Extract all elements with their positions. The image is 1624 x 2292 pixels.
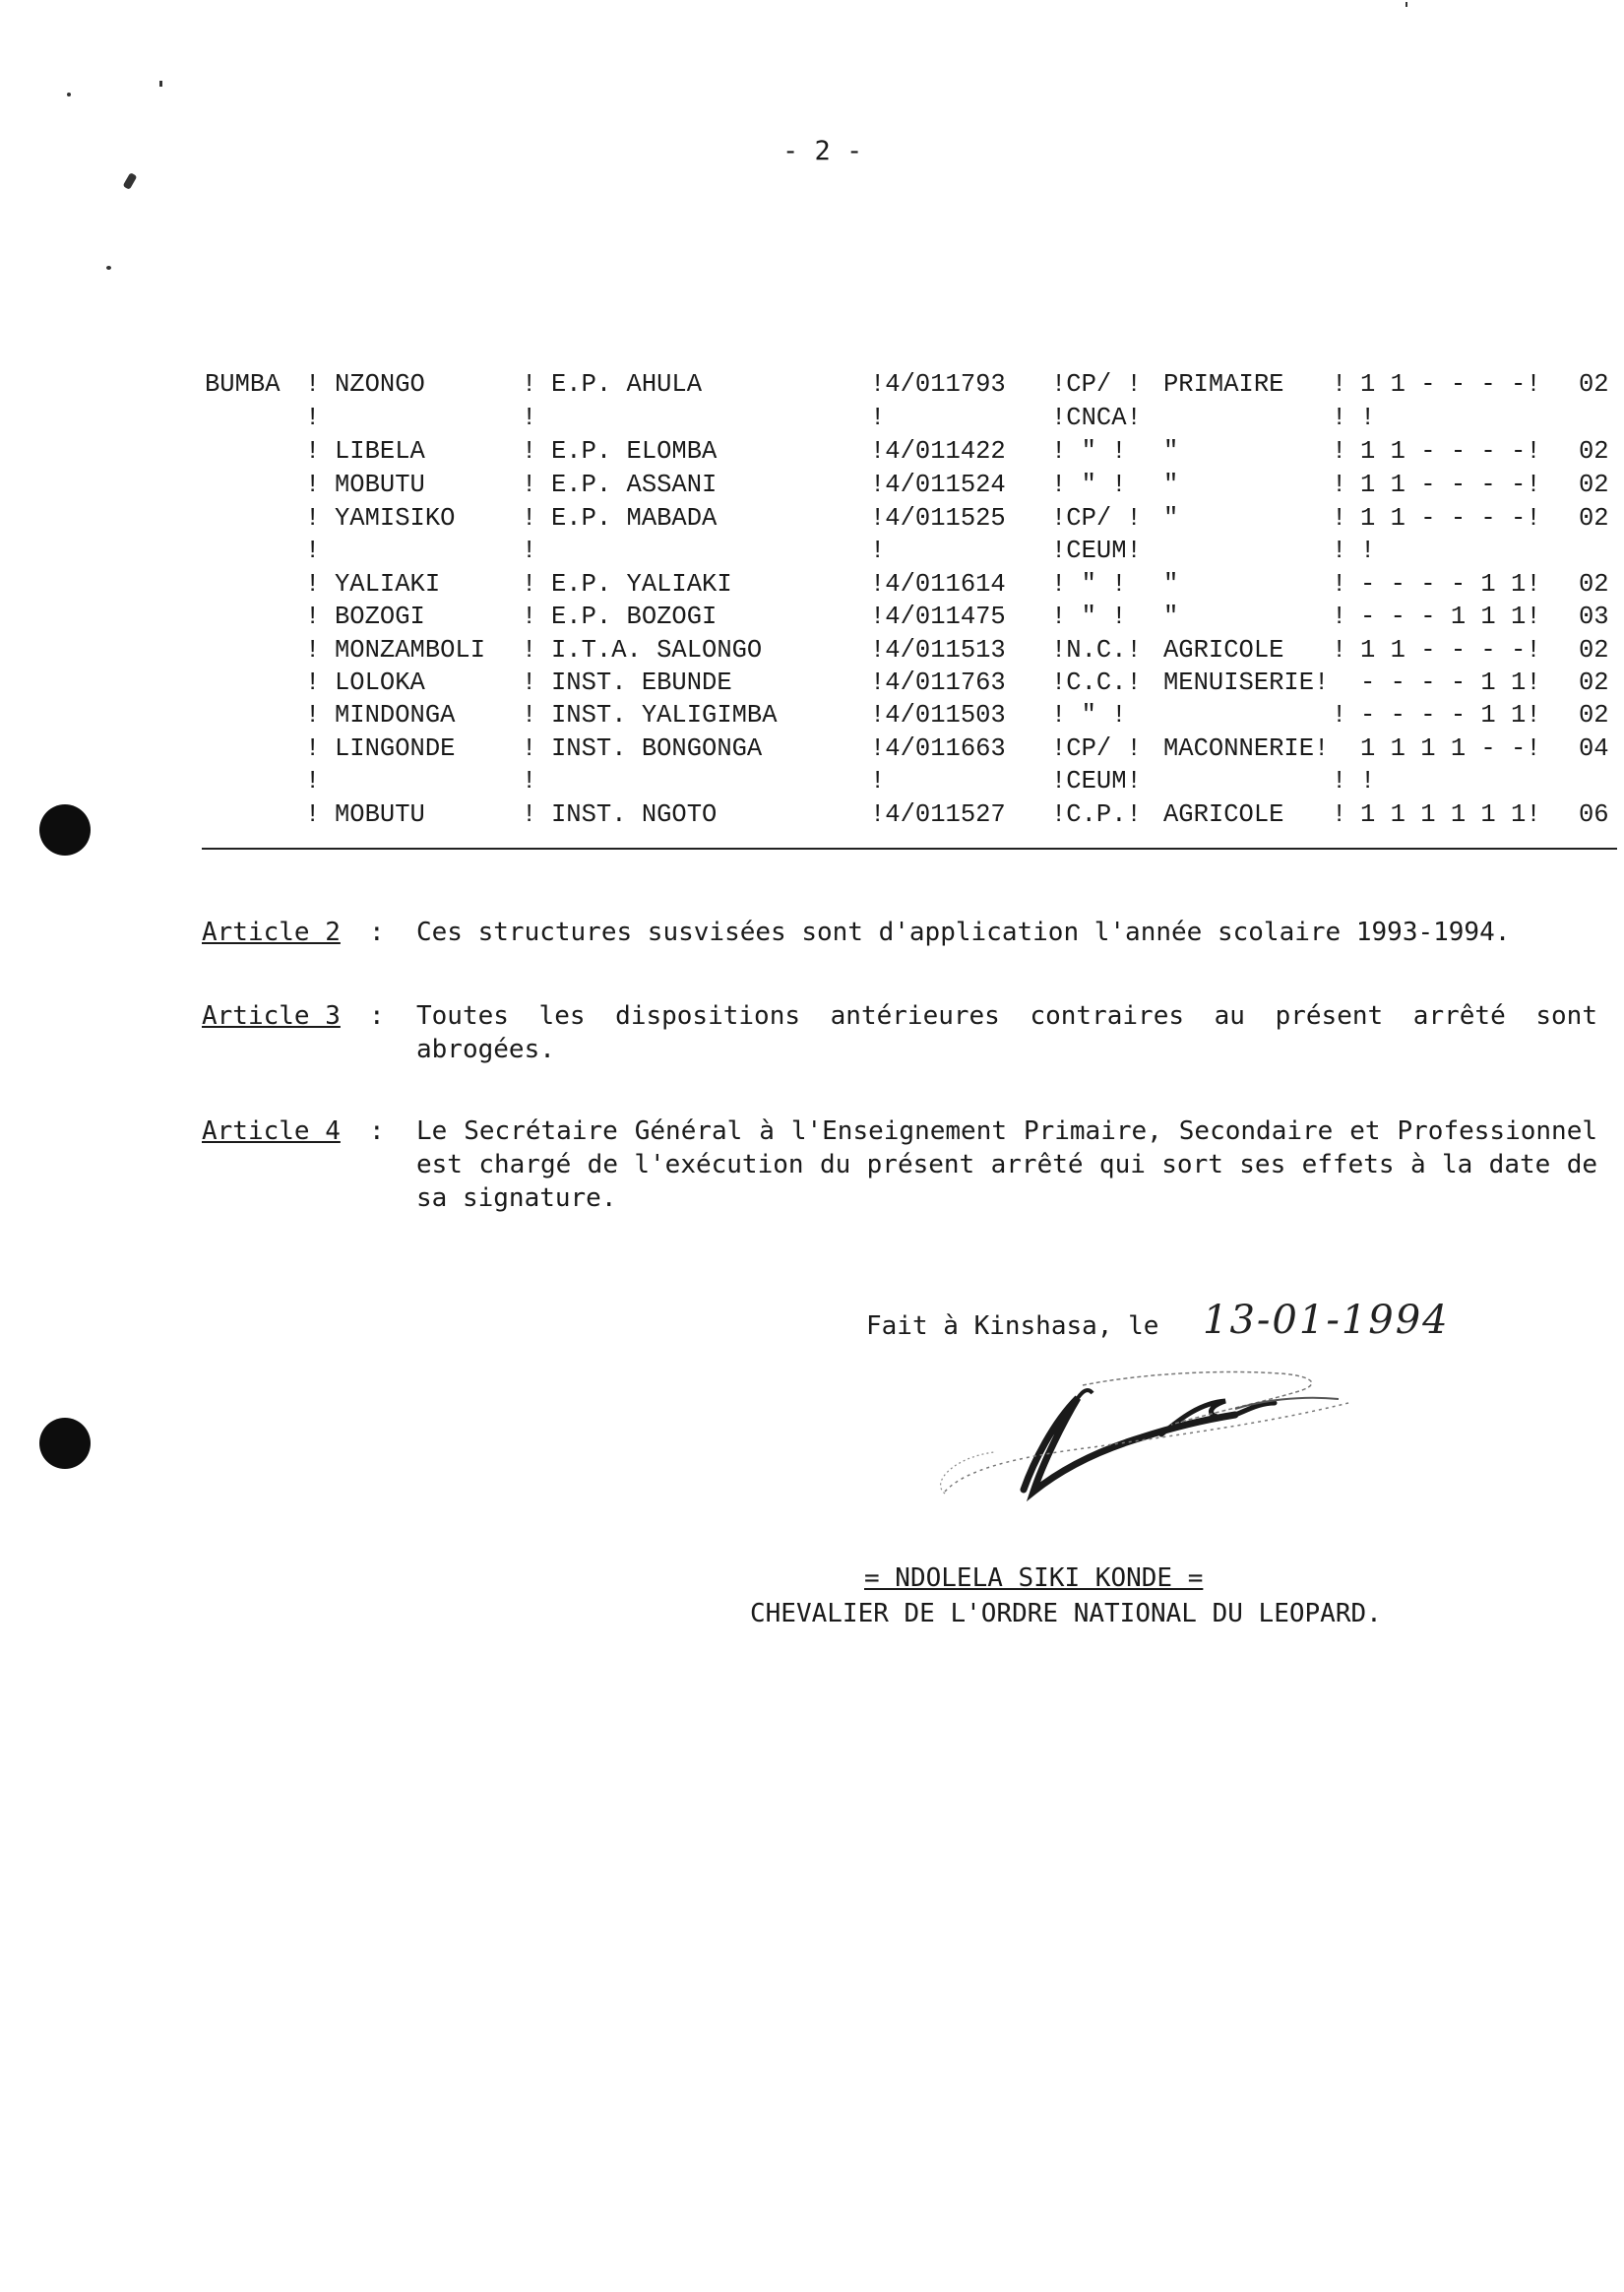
cell-separator: ! — [305, 370, 321, 399]
cell-separator: ! — [1332, 701, 1347, 730]
cell-total: 02 — [1579, 668, 1609, 697]
cell-separator: ! — [522, 370, 537, 399]
scan-speck — [1405, 2, 1407, 7]
cell-type: !C.P.! — [1051, 800, 1142, 829]
cell-school-code: !4/011793 — [870, 370, 1006, 399]
cell-separator: ! — [522, 701, 537, 730]
scan-speck — [159, 81, 162, 87]
cell-school-name: E.P. YALIAKI — [551, 570, 732, 599]
cell-section: " — [1163, 437, 1179, 466]
cell-locality: MOBUTU — [335, 471, 425, 499]
cell-type: ! " ! — [1051, 603, 1127, 631]
cell-classes: 1 1 - - - -! — [1360, 471, 1541, 499]
cell-separator: ! — [305, 668, 321, 697]
cell-school-code: !4/011503 — [870, 701, 1006, 730]
cell-school-code: !4/011524 — [870, 471, 1006, 499]
cell-section: " — [1163, 504, 1179, 533]
cell-separator: ! — [1332, 537, 1347, 565]
scan-speck — [67, 93, 71, 96]
article-2-text: Ces structures susvisées sont d'application l'année scolaire 1993-1994. — [416, 918, 1511, 947]
cell-district: BUMBA — [205, 370, 281, 399]
cell-school-code: !4/011525 — [870, 504, 1006, 533]
article-4-colon: : — [369, 1116, 385, 1146]
cell-classes: 1 1 1 1 - -! — [1360, 734, 1541, 763]
cell-separator: ! — [305, 767, 321, 796]
cell-separator: ! — [522, 570, 537, 599]
cell-separator: ! — [1332, 471, 1347, 499]
article-4-text: Le Secrétaire Général à l'Enseignement Primaire, Secondaire et Professionnel est chargé de l'exécution du présent arrêté qui sort ses effets à la date de sa signature. — [416, 1116, 1597, 1213]
cell-separator: ! — [1332, 404, 1347, 432]
cell-section: AGRICOLE — [1163, 800, 1284, 829]
article-3-colon: : — [369, 1001, 385, 1031]
cell-school-code: !4/011614 — [870, 570, 1006, 599]
cell-separator: ! — [305, 471, 321, 499]
cell-total: 02 — [1579, 701, 1609, 730]
cell-school-name: I.T.A. SALONGO — [551, 636, 763, 665]
place-date-line: Fait à Kinshasa, le — [866, 1311, 1159, 1341]
cell-type: !CP/ ! — [1051, 734, 1142, 763]
cell-school-code: ! — [870, 767, 886, 796]
cell-separator: ! — [522, 437, 537, 466]
cell-locality: LIBELA — [335, 437, 425, 466]
article-3-label: Article 3 — [202, 1001, 341, 1031]
cell-classes: 1 1 - - - -! — [1360, 636, 1541, 665]
cell-separator: ! — [522, 636, 537, 665]
cell-separator: ! — [305, 701, 321, 730]
scan-speck — [106, 266, 111, 270]
cell-total: 02 — [1579, 504, 1609, 533]
cell-separator: ! — [1332, 603, 1347, 631]
cell-total: 02 — [1579, 437, 1609, 466]
cell-type: ! " ! — [1051, 701, 1127, 730]
cell-type: !CNCA! — [1051, 404, 1142, 432]
cell-separator: ! — [522, 734, 537, 763]
signatory-title: CHEVALIER DE L'ORDRE NATIONAL DU LEOPARD. — [750, 1599, 1382, 1628]
cell-school-code: ! — [870, 537, 886, 565]
cell-section: " — [1163, 603, 1179, 631]
cell-type: !C.C.! — [1051, 668, 1142, 697]
cell-separator: ! — [305, 800, 321, 829]
cell-classes: - - - - 1 1! — [1360, 701, 1541, 730]
cell-locality: YAMISIKO — [335, 504, 456, 533]
cell-classes: 1 1 - - - -! — [1360, 370, 1541, 399]
cell-separator: ! — [522, 767, 537, 796]
cell-separator: ! — [522, 603, 537, 631]
cell-school-code: ! — [870, 404, 886, 432]
cell-separator: ! — [1332, 800, 1347, 829]
cell-type: !CP/ ! — [1051, 504, 1142, 533]
cell-section: AGRICOLE — [1163, 636, 1284, 665]
cell-school-name: E.P. ELOMBA — [551, 437, 718, 466]
cell-locality: MONZAMBOLI — [335, 636, 486, 665]
signatory-name: = NDOLELA SIKI KONDE = — [864, 1563, 1204, 1593]
cell-school-code: !4/011763 — [870, 668, 1006, 697]
cell-school-name: E.P. BOZOGI — [551, 603, 718, 631]
cell-section: PRIMAIRE — [1163, 370, 1284, 399]
cell-type: ! " ! — [1051, 570, 1127, 599]
cell-classes: - - - - 1 1! — [1360, 570, 1541, 599]
cell-type: !CEUM! — [1051, 767, 1142, 796]
cell-section: MENUISERIE! — [1163, 668, 1330, 697]
cell-classes: 1 1 1 1 1 1! — [1360, 800, 1541, 829]
cell-school-name: INST. EBUNDE — [551, 668, 732, 697]
schools-table — [0, 0, 1624, 886]
cell-separator: ! — [1332, 504, 1347, 533]
cell-classes: ! — [1360, 537, 1376, 565]
cell-school-name: E.P. ASSANI — [551, 471, 718, 499]
cell-separator: ! — [1332, 437, 1347, 466]
cell-separator: ! — [305, 404, 321, 432]
cell-total: 02 — [1579, 636, 1609, 665]
cell-type: !CEUM! — [1051, 537, 1142, 565]
cell-classes: 1 1 - - - -! — [1360, 504, 1541, 533]
cell-separator: ! — [305, 437, 321, 466]
cell-school-code: !4/011422 — [870, 437, 1006, 466]
cell-separator: ! — [305, 570, 321, 599]
cell-school-code: !4/011663 — [870, 734, 1006, 763]
handwritten-date: 13-01-1994 — [1203, 1298, 1450, 1343]
cell-separator: ! — [305, 636, 321, 665]
cell-locality: MOBUTU — [335, 800, 425, 829]
cell-classes: ! — [1360, 767, 1376, 796]
cell-separator: ! — [305, 504, 321, 533]
cell-classes: 1 1 - - - -! — [1360, 437, 1541, 466]
cell-total: 02 — [1579, 471, 1609, 499]
cell-total: 03 — [1579, 603, 1609, 631]
cell-classes: - - - - 1 1! — [1360, 668, 1541, 697]
cell-separator: ! — [522, 471, 537, 499]
cell-separator: ! — [522, 404, 537, 432]
cell-section: " — [1163, 570, 1179, 599]
table-bottom-rule — [202, 848, 1617, 850]
article-2-label: Article 2 — [202, 918, 341, 947]
cell-separator: ! — [1332, 570, 1347, 599]
cell-classes: - - - 1 1 1! — [1360, 603, 1541, 631]
cell-school-name: E.P. MABADA — [551, 504, 718, 533]
cell-school-name: INST. YALIGIMBA — [551, 701, 778, 730]
cell-separator: ! — [305, 734, 321, 763]
cell-school-name: INST. NGOTO — [551, 800, 718, 829]
cell-type: ! " ! — [1051, 437, 1127, 466]
cell-separator: ! — [522, 504, 537, 533]
cell-locality: LOLOKA — [335, 668, 425, 697]
article-2-colon: : — [369, 918, 385, 947]
cell-school-code: !4/011527 — [870, 800, 1006, 829]
cell-separator: ! — [522, 800, 537, 829]
cell-total: 02 — [1579, 370, 1609, 399]
cell-type: !CP/ ! — [1051, 370, 1142, 399]
cell-locality: BOZOGI — [335, 603, 425, 631]
handwritten-signature — [886, 1344, 1378, 1541]
cell-school-code: !4/011475 — [870, 603, 1006, 631]
cell-separator: ! — [1332, 636, 1347, 665]
cell-separator: ! — [522, 668, 537, 697]
cell-locality: YALIAKI — [335, 570, 441, 599]
cell-separator: ! — [1332, 767, 1347, 796]
article-4-label: Article 4 — [202, 1116, 341, 1146]
binder-hole-top — [39, 804, 91, 856]
cell-locality: MINDONGA — [335, 701, 456, 730]
article-3-text: Toutes les dispositions antérieures contraires au présent arrêté sont abrogées. — [416, 1001, 1597, 1064]
cell-separator: ! — [305, 603, 321, 631]
cell-school-name: E.P. AHULA — [551, 370, 703, 399]
cell-section: MACONNERIE! — [1163, 734, 1330, 763]
cell-section: " — [1163, 471, 1179, 499]
cell-classes: ! — [1360, 404, 1376, 432]
cell-locality: LINGONDE — [335, 734, 456, 763]
cell-type: ! " ! — [1051, 471, 1127, 499]
cell-locality: NZONGO — [335, 370, 425, 399]
cell-separator: ! — [1332, 370, 1347, 399]
cell-school-code: !4/011513 — [870, 636, 1006, 665]
cell-separator: ! — [522, 537, 537, 565]
cell-type: !N.C.! — [1051, 636, 1142, 665]
page-number: - 2 - — [782, 136, 863, 166]
cell-separator: ! — [305, 537, 321, 565]
binder-hole-bottom — [39, 1418, 91, 1469]
cell-total: 02 — [1579, 570, 1609, 599]
cell-total: 04 — [1579, 734, 1609, 763]
cell-total: 06 — [1579, 800, 1609, 829]
cell-school-name: INST. BONGONGA — [551, 734, 763, 763]
